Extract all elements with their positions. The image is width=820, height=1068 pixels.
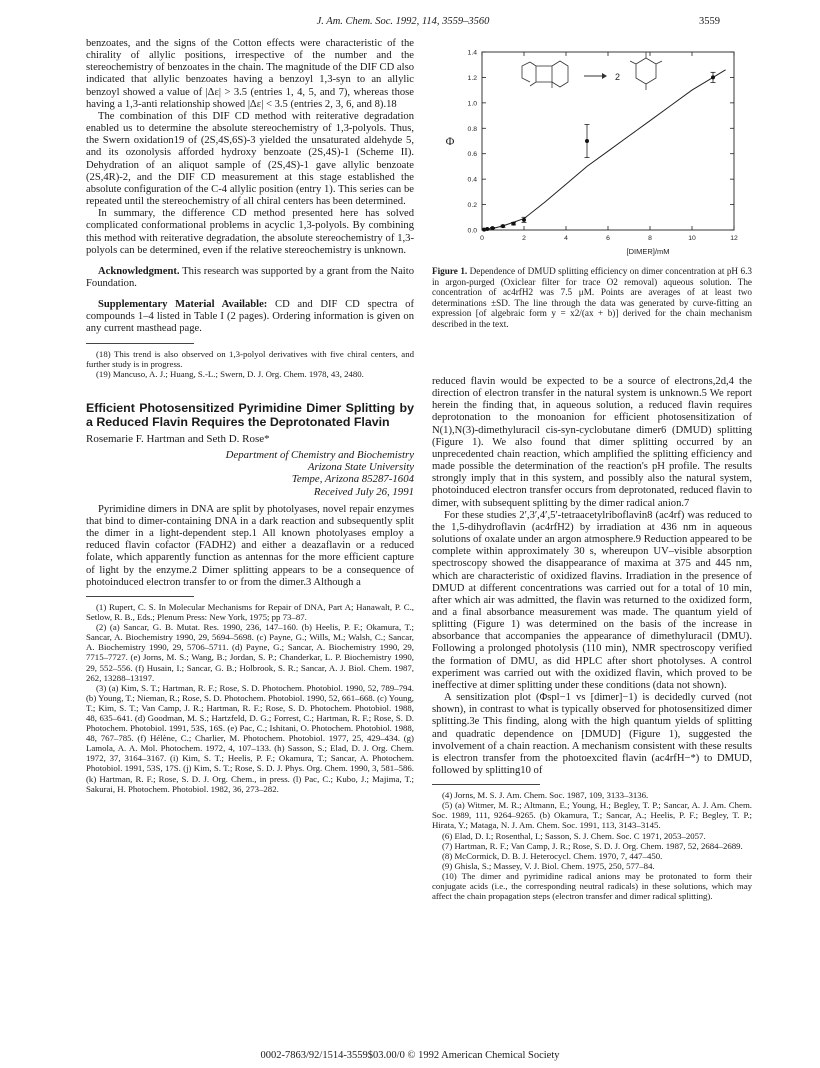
y-tick-label: 1.0 [467,100,477,108]
acknowledgment [86,266,414,290]
affiliation [86,449,414,498]
supplementary [86,299,414,335]
y-tick-label: 0.2 [467,202,477,210]
data-point [485,227,489,231]
caption-text: Dependence of DMUD splitting efficiency on dimer concentration at pH 6.3 in argon-purged (Oxiclear filter for trace O2 removal) aqueous solution. The concentration of ac4rfH2 was 7.5 μM. Points are averages of at least two determinations ±SD. The line through the data was generated by curve-fitting an expression [of algebraic form y = x2/(ax + b)] derived for the chain mechanism described in the text. [432,266,753,329]
y-tick-label: 1.2 [467,74,477,82]
x-tick-label: 0 [480,235,484,242]
data-point [522,218,526,222]
received-date: Received July 26, 1991 [313,485,414,498]
y-tick-label: 0.8 [467,125,477,133]
paragraph: A sensitization plot (Φspl−1 vs [dimer]−1) is decidedly curved (not shown), in contrast to what is typically observed for photosensitized dimer splitting.3e This finding, along with the high quantum yields of splitting and quadratic dependence on [DMUD] (Figure 1), suggested the involvement of a chain reaction. A mechanism consistent with these results is electron transfer from the photoexcited flavin (ac4rfH−*) to DMUD, followed by splitting10 of [432,692,752,776]
page-footer: 0002-7863/92/1514-3559$03.00/0 © 1992 American Chemical Society [260,1050,560,1061]
footnote: (1) Rupert, C. S. In Molecular Mechanisms for Repair of DNA, Part A; Hanawalt, P. C., Setlow, R. B., Eds.; Plenum Press: New York, 1975; pp 73–87. [86,601,414,623]
footnote: (10) The dimer and pyrimidine radical anions may be protonated to form their conjugate acids (i.e., the corresponding neutral radicals) in these solutions, which may affect the chain propagation steps (electron transfer and dimer radical splitting). [432,870,752,902]
footnote: (19) Mancuso, A. J.; Huang, S.-L.; Swern, D. J. Org. Chem. 1978, 43, 2480. [96,368,364,379]
footnotes [86,349,414,379]
footnote: (7) Hartman, R. F.; Van Camp, J. R.; Rose, S. D. J. Org. Chem. 1987, 52, 2684–2689. [442,840,743,851]
paragraph: benzoates, and the signs of the Cotton effects were characteristic of the chirality of allylic positions, irrespective of the number and the stereochemistry of benzoates in the chain. The magnitude of the DIF CD also indicated that allylic benzoates having a benzoyl 1,3-syn to an allylic benzoyl showed a value of |Δε| > 3.5 (entries 1, 4, 5, and 7), whereas those having a 1,3-anti relationship showed |Δε| < 3.5 (entries 2, 3, 6, and 8).18 [86,38,414,110]
data-point [711,75,715,79]
footnote: (8) McCormick, D. B. J. Heterocycl. Chem. 1970, 7, 447–450. [442,850,663,861]
footnote-divider [86,596,194,597]
affiliation-univ: Arizona State University [307,461,414,474]
y-tick-label: 0.0 [467,227,477,235]
figure-1 [432,42,752,267]
y-axis-label: Φ [445,134,455,148]
footnote: (2) (a) Sancar, G. B. Mutat. Res. 1990, 236, 147–160. (b) Heelis, P. F.; Okamura, T.; Sancar, A. Biochemistry 1990, 29, 5694–5698. (c) Payne, G.; Wills, M.; Walsh, C.; Sancar, A. Biochemistry 1990, 29, 5706–5711. (d) Payne, G.; Sancar, A. Biochemistry 1990, 29, 7715–7727. (e) Jorns, M. S.; Wang, B.; Jordan, S. P.; Chanderkar, L. P. Biochemistry 1990, 29, 552–556. (f) Husain, I.; Sancar, G. B.; Holbrook, S. R.; Sancar, A. J. Biol. Chem. 1987, 262, 13288–13197. [86,622,414,683]
footnote-divider [86,343,194,344]
x-tick-label: 2 [522,235,526,242]
monomer-structure [630,52,662,90]
right-column [432,376,752,901]
supp-text: CD and DIF CD spectra of compounds 1–4 listed in Table I (2 pages). Ordering information is given on any current masthead page. [86,299,414,335]
paragraph: reduced flavin would be expected to be a source of electrons,2d,4 the direction of electron transfer in the natural system is unknown.5 We report herein the finding that, in aqueous solution, a reduced flavin requires deprotonation to the monoanion for efficient photosensitization of N(1),N(3)-dimethyluracil cis-syn-cyclobutane dimer6 (DMUD) splitting (Figure 1). We also found that dimer splitting occurred by an unprecedented chain reaction, which amplified the splitting efficiency and made possible the determination of the reaction's pH profile. The results strongly imply that in this system, and possibly also the natural system, photoinduced electron transfer occurs from deprotonated, reduced flavin to dimer, with subsequent splitting by the dimer radical anion.7 [432,376,752,509]
figure-caption [432,266,752,330]
footnote: (9) Ghisla, S.; Massey, V. J. Biol. Chem. 1975, 250, 577–84. [442,860,655,871]
footnote: (3) (a) Kim, S. T.; Hartman, R. F.; Rose, S. D. Photochem. Photobiol. 1990, 52, 789–794. (b) Young, T.; Nieman, R.; Rose, S. D. Photochem. Photobiol. 1990, 52, 661–668. (c) Young, T.; Kim, S. T.; Van Camp, J. R.; Hartman, R. F.; Rose, S. D. Photochem. Photobiol. 1988, 48, 635–641. (d) Goodman, M. S.; Hartzfeld, D. G.; Forrest, C.; Hartman, R. F.; Rose, S. D. Photochem. Photobiol. 1991, 53S, 16S. (e) Pac, C.; Ishitani, O. Photochem. Photobiol. 1988, 48, 767–785. (f) Hélène, C.; Charlier, M. Photochem. Photobiol. 1977, 25, 429–434. (g) Lamola, A. A. Mol. Photochem. 1972, 4, 107–133. (h) Sasson, S.; Elad, D. J. Org. Chem. 1972, 37, 3164–3167. (i) Kim, S. T.; Heelis, P. F.; Okamura, T.; Sancar, A. Photochem. Photobiol. 1991, 53S, 17S. (j) Kim, S. T.; Rose, S. D. J. Phys. Org. Chem. 1990, 3, 581–586. (k) Hartman, R. F.; Rose, S. D. J. Org. Chem., in press. (l) Pac, C.; Kubo, J.; Majima, T.; Sakurai, H. Photochem. Photobiol. 1982, 36, 273–282. [86,682,414,794]
inset-coefficient: 2 [615,72,621,82]
x-tick-label: 10 [688,235,696,242]
caption-label: Figure 1. [432,266,468,276]
plot-marks [482,70,726,232]
data-point [512,222,516,226]
left-column [86,38,414,794]
paragraph: In summary, the difference CD method presented here has solved complicated conformational problems in acyclic 1,3-polyols. By combining this method with reiterative degradation, the absolute stereochemistry of 1,3-polyols can be determined, even if the relative stereochemistry is unknown. [86,208,414,256]
supp-heading: Supplementary Material Available: [98,299,268,311]
y-tick-label: 0.6 [467,151,477,159]
data-point [491,226,495,230]
affiliation-city: Tempe, Arizona 85287-1604 [291,473,414,486]
footnote: (4) Jorns, M. S. J. Am. Chem. Soc. 1987, 109, 3133–3136. [442,790,649,801]
arrow-head-icon [602,73,607,79]
fit-curve [482,70,726,230]
article-title: Efficient Photosensitized Pyrimidine Dimer Splitting by a Reduced Flavin Requires the Deprotonated Flavin [86,400,414,430]
paragraph: The combination of this DIF CD method with reiterative degradation enabled us to determine the absolute stereochemistry of 1,3-polyols. Thus, the Swern oxidation19 of (2S,4S,6S)-3 yielded the unsaturated aldehyde 5, and its ozonolysis afforded hydroxy benzoate (2S,4S)-1 (Scheme II). Dehydration of an aliquot sample of (2S,4S)-1 gave allylic benzoate (2S,4R)-2, and the DIF CD measurement at this stage established the absolute configuration of the C-4 allylic position (entry 1). This series can be repeated until the stereochemistry of all chiral centers has been determined. [86,110,414,208]
figure-1-plot [432,42,752,262]
footnote: (18) This trend is also observed on 1,3-polyol derivatives with five chiral centers, and further study is in progress. [86,348,414,369]
paragraph: Pyrimidine dimers in DNA are split by photolyases, novel repair enzymes that bind to dimer-containing DNA in a dark reaction and subsequently split the dimer in a light-dependent step.1 All known photolyases employ a reduced flavin cofactor (FADH2) and either a deazaflavin or a reduced folate, which apparently function as antennas for the more efficient capture of light by the enzyme.2 Dimer splitting appears to be a consequence of photoinduced electron transfer to or from the dimer.3 Although a [86,503,414,588]
authors: Rosemarie F. Hartman and Seth D. Rose* [86,432,270,445]
journal-citation: J. Am. Chem. Soc. 1992, 114, 3559–3560 [316,16,490,27]
x-tick-label: 8 [648,235,652,242]
footnote: (5) (a) Witmer, M. R.; Altmann, E.; Young, H.; Begley, T. P.; Sancar, A. J. Am. Chem. Soc. 1989, 111, 9264–9265. (b) Okamura, T.; Sancar, A.; Heelis, P. F.; Begley, T. P.; Hirata, Y.; Mataga, N. J. Am. Chem. Soc. 1991, 113, 3143–3145. [432,800,752,831]
footnote: (6) Elad, D. I.; Rosenthal, I.; Sasson, S. J. Chem. Soc. C 1971, 2053–2057. [442,830,706,841]
plot-axes [446,50,738,257]
ack-heading: Acknowledgment. [98,265,180,277]
dimer-structure [522,61,568,88]
ack-text: This research was supported by a grant from the Naito Foundation. [86,265,414,289]
footnotes [432,790,752,901]
running-header [86,16,720,32]
data-point [501,224,505,228]
data-point [585,139,589,143]
affiliation-dept: Department of Chemistry and Biochemistry [225,449,414,462]
page-number: 3559 [699,16,720,27]
x-tick-label: 12 [730,235,738,242]
footnotes [86,602,414,794]
footnote-divider [432,784,540,785]
plot-frame [482,52,734,230]
y-tick-label: 1.4 [467,49,477,57]
inset-scheme [522,52,662,90]
x-tick-label: 6 [606,235,610,242]
paragraph: For these studies 2′,3′,4′,5′-tetraacetylriboflavin8 (ac4rf) was reduced to the 1,5-dihydroflavin (ac4rfH2) by irradiation at 436 nm in aqueous solutions of oxalate under an argon atmosphere.9 Reduction appeared to be complete within approximately 30 s, whereupon UV–visible absorption spectroscopy showed the disappearance of maxima at 375 and 445 nm, which are characteristic of oxidized flavins. Irradiation in the presence of DMUD at different concentrations was carried out for a total of 10 min, after which air was admitted, the flavin was returned to the oxidized form, and a final absorbance measurement was made. The quantum yield of splitting (Figure 1) was determined on the basis of the increase in absorbance that accompanies the appearance of dimethyluracil (DMU). Following a prolonged photolysis (110 min), NMR spectroscopy verified the formation of DMU, as did HPLC after short photolyses. A control experiment was carried out with the oxidized flavin, which proved to be ineffective at dimer splitting under these conditions (data not shown). [432,509,752,691]
y-tick-label: 0.4 [467,176,477,184]
x-axis-label: [DIMER]/mM [626,247,670,256]
x-tick-label: 4 [564,235,568,242]
